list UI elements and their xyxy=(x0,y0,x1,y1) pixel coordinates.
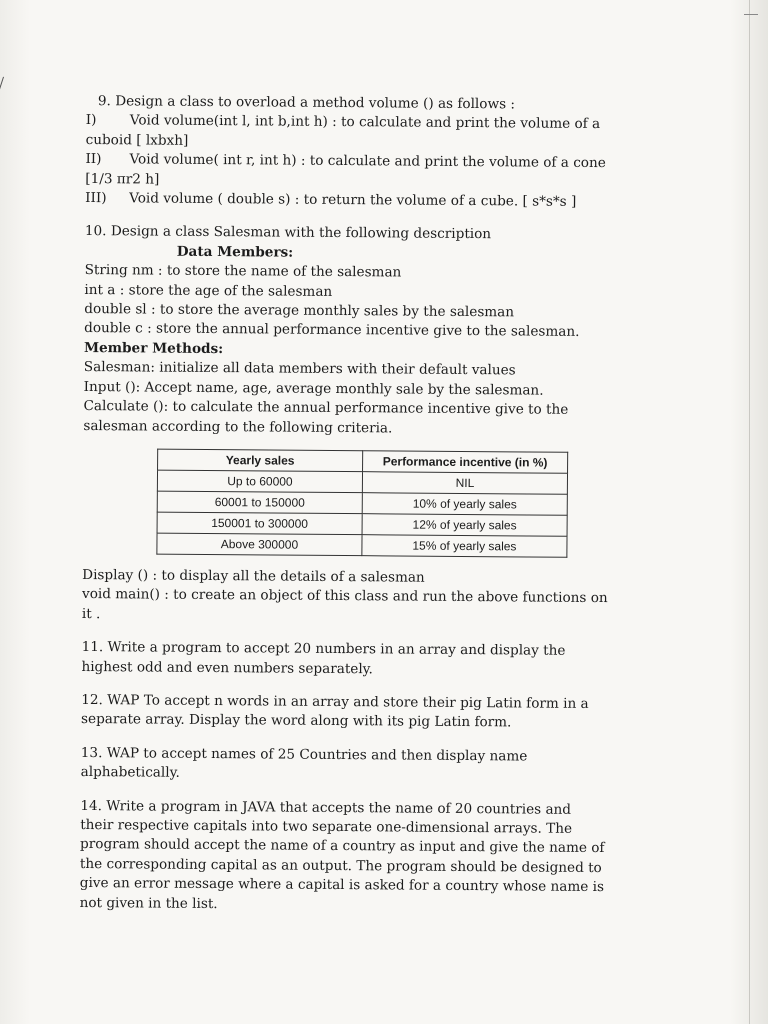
question-line: the corresponding capital as an output. The program should be designed to xyxy=(79,855,602,876)
question-title: 10. Design a class Salesman with the following description xyxy=(84,223,492,243)
data-member-line: double c : store the annual performance incentive give to the salesman. xyxy=(84,320,580,341)
method-line: Salesman: initialize all data members with their default values xyxy=(83,359,516,379)
sub-item-number: I) xyxy=(85,112,97,129)
method-line: it . xyxy=(81,605,101,622)
data-member-line: double sl : to store the average monthly sales by the salesman xyxy=(84,301,515,321)
method-line: Input (): Accept name, age, average monthly sale by the salesman. xyxy=(83,378,544,399)
table-row xyxy=(157,533,567,557)
table-cell: Above 300000 xyxy=(157,533,362,556)
table-cell: NIL xyxy=(362,472,567,495)
column-header: Performance incentive (in %) xyxy=(363,451,568,474)
method-line: Display () : to display all the details of a salesman xyxy=(82,566,425,586)
question-line: give an error message where a capital is asked for a country whose name is xyxy=(79,875,605,896)
sub-item-number: III) xyxy=(85,190,107,207)
question-10 xyxy=(82,222,655,628)
column-header: Yearly sales xyxy=(158,449,363,472)
method-line: Calculate (): to calculate the annual performance incentive give to the xyxy=(83,398,569,418)
question-line: highest odd and even numbers separately. xyxy=(81,658,373,677)
question-line: 13. WAP to accept names of 25 Countries and then display name xyxy=(80,744,528,765)
sub-item-text: Void volume(int l, int b,int h) : to calculate and print the volume of a xyxy=(129,112,601,133)
data-members-heading: Data Members: xyxy=(176,243,294,261)
question-11 xyxy=(81,638,651,681)
question-line: program should accept the name of a country as input and give the name of xyxy=(80,836,605,857)
question-12 xyxy=(81,691,651,734)
data-member-line: String nm : to store the name of the salesman xyxy=(84,262,402,281)
table-cell: Up to 60000 xyxy=(157,470,362,493)
question-9 xyxy=(85,92,656,213)
table-cell: 12% of yearly sales xyxy=(362,514,567,537)
method-line: salesman according to the following criteria. xyxy=(83,417,393,436)
member-methods-heading: Member Methods: xyxy=(83,339,224,357)
question-14 xyxy=(80,797,651,918)
incentive-table xyxy=(156,448,568,557)
question-line: not given in the list. xyxy=(79,894,218,912)
sub-item-text-cont: cuboid [ lxbxh] xyxy=(85,131,189,149)
scan-tick xyxy=(744,14,758,15)
question-line: 11. Write a program to accept 20 numbers in an array and display the xyxy=(81,639,566,659)
question-line: their respective capitals into two separate one-dimensional arrays. The xyxy=(80,816,573,837)
question-line: 12. WAP To accept n words in an array and store their pig Latin form in a xyxy=(81,691,589,712)
sub-item-number: II) xyxy=(85,151,102,168)
table-cell: 60001 to 150000 xyxy=(157,491,362,514)
page-edge xyxy=(749,0,750,1024)
question-line: 14. Write a program in JAVA that accepts the name of 20 countries and xyxy=(80,797,572,818)
question-line: alphabetically. xyxy=(80,764,180,781)
table-cell: 15% of yearly sales xyxy=(362,535,567,558)
sub-item-text: Void volume ( double s) : to return the volume of a cube. [ s*s*s ] xyxy=(129,190,577,210)
question-title: 9. Design a class to overload a method volume () as follows : xyxy=(97,93,516,113)
sub-item-text: Void volume( int r, int h) : to calculate and print the volume of a cone xyxy=(129,151,606,172)
table-cell: 150001 to 300000 xyxy=(157,512,362,535)
scan-mark xyxy=(0,77,14,98)
method-line: void main() : to create an object of this class and run the above functions on xyxy=(81,586,608,607)
table-cell: 10% of yearly sales xyxy=(362,493,567,516)
data-member-line: int a : store the age of the salesman xyxy=(84,281,333,300)
question-line: separate array. Display the word along with its pig Latin form. xyxy=(81,711,512,731)
question-13 xyxy=(81,744,651,787)
worksheet-content xyxy=(80,92,656,917)
sub-item-text-cont: [1/3 πr2 h] xyxy=(85,170,160,188)
